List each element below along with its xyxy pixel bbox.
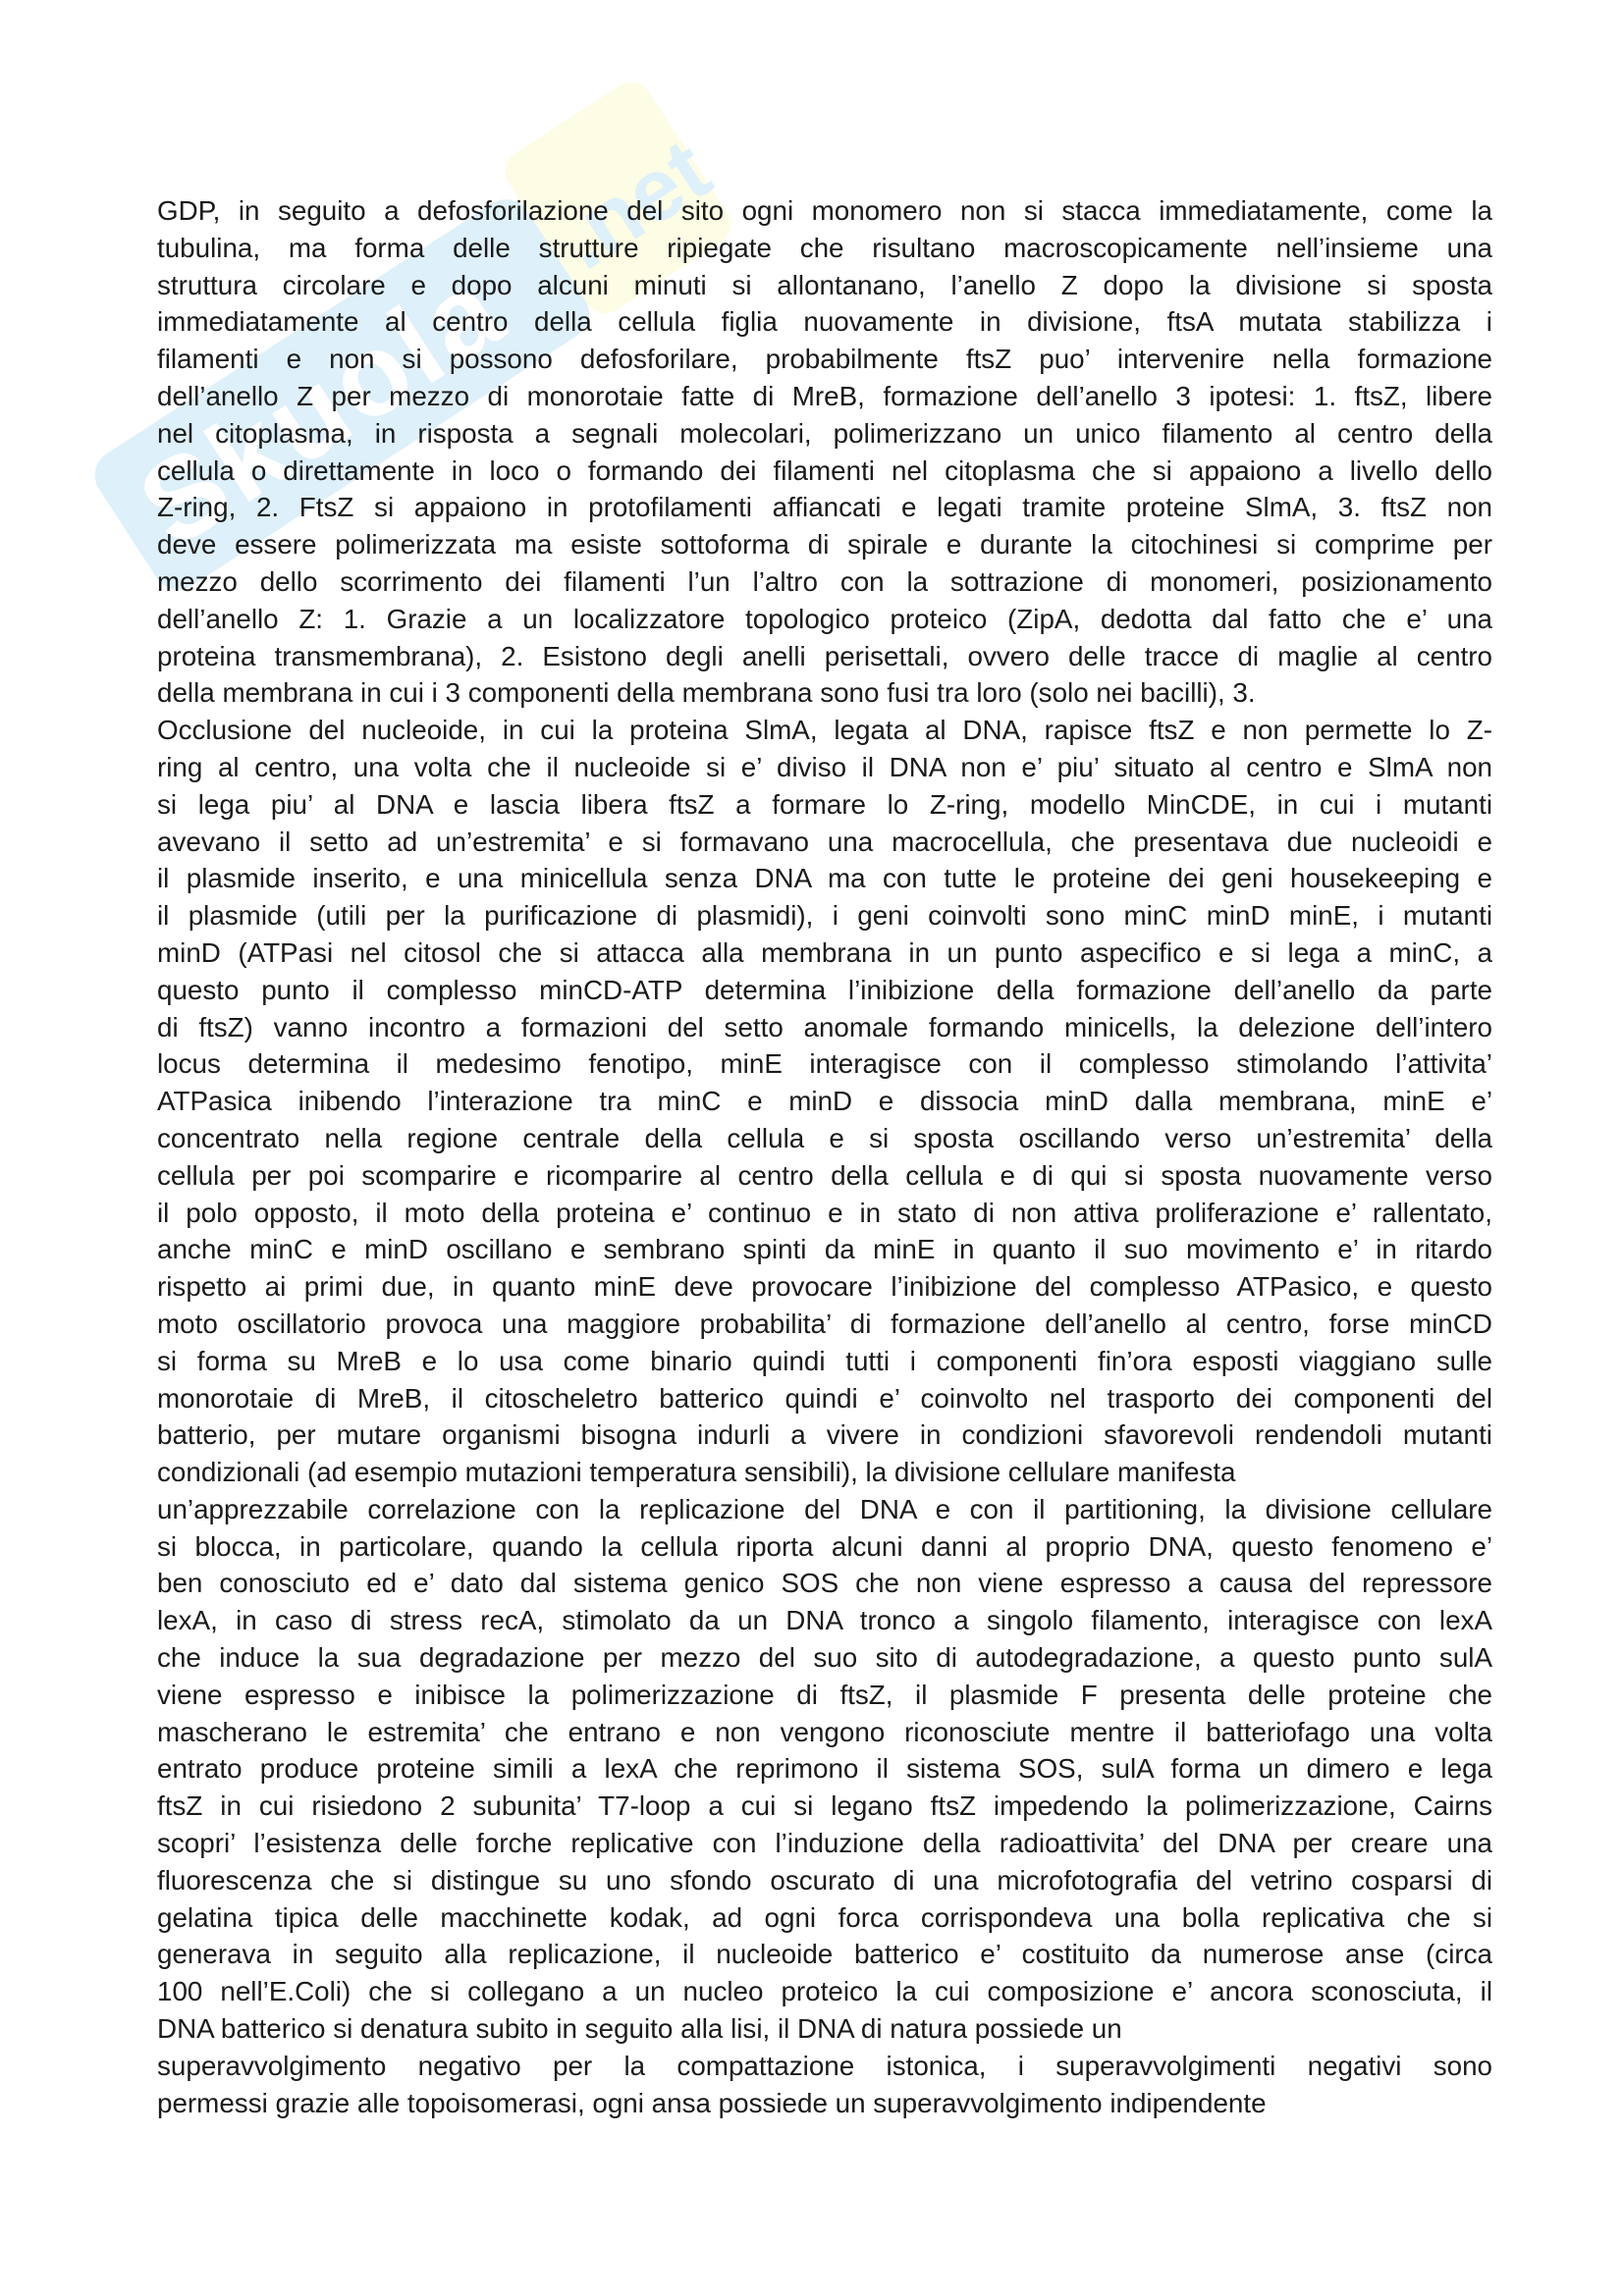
text-line: cellula o direttamente in loco o formando dei filamenti nel citoplasma che si appaiono a livello dello [157, 454, 1492, 486]
text-line: ATPasica inibendo l’interazione tra minC e minD e dissocia minD dalla membrana, minE e’ [157, 1086, 1492, 1117]
text-line: nel citoplasma, in risposta a segnali molecolari, polimerizzano un unico filamento al centro della [157, 417, 1492, 449]
text-line: dell’anello Z: 1. Grazie a un localizzatore topologico proteico (ZipA, dedotta dal fatto che e’ una [157, 603, 1492, 634]
text-line: deve essere polimerizzata ma esiste sottoforma di spirale e durante la citochinesi si comprime per [157, 529, 1492, 561]
text-line: DNA batterico si denatura subito in seguito alla lisi, il DNA di natura possiede un [157, 2013, 1122, 2045]
text-line: si forma su MreB e lo usa come binario quindi tutti i componenti fin’ora esposti viaggiano sulle [157, 1345, 1492, 1376]
text-line: locus determina il medesimo fenotipo, minE interagisce con il complesso stimolando l’attivita’ [157, 1048, 1492, 1080]
text-line: un’apprezzabile correlazione con la replicazione del DNA e con il partitioning, la divisione cellulare [157, 1493, 1492, 1524]
watermark-letters: Skuola [117, 243, 527, 572]
text-line: struttura circolare e dopo alcuni minuti si allontanano, l’anello Z dopo la divisione si sposta [157, 269, 1492, 300]
text-line: si lega piu’ al DNA e lascia libera ftsZ a formare lo Z-ring, modello MinCDE, in cui i mutanti [157, 788, 1492, 820]
text-line: immediatamente al centro della cellula figlia nuovamente in divisione, ftsA mutata stabilizza i [157, 306, 1492, 338]
text-line: avevano il setto ad un’estremita’ e si formavano una macrocellula, che presentava due nucleoidi e [157, 826, 1492, 857]
text-line: viene espresso e inibisce la polimerizzazione di ftsZ, il plasmide F presenta delle proteine che [157, 1679, 1492, 1710]
text-line: mezzo dello scorrimento dei filamenti l’un l’altro con la sottrazione di monomeri, posizionamento [157, 565, 1492, 597]
text-line: monorotaie di MreB, il citoscheletro batterico quindi e’ coinvolto nel trasporto dei componenti del [157, 1382, 1492, 1414]
text-line: rispetto ai primi due, in quanto minE deve provocare l’inibizione del complesso ATPasico, e questo [157, 1271, 1492, 1303]
text-line: lexA, in caso di stress recA, stimolato da un DNA tronco a singolo filamento, interagisce con lexA [157, 1605, 1492, 1636]
text-line: Occlusione del nucleoide, in cui la proteina SlmA, legata al DNA, rapisce ftsZ e non permette lo Z- [157, 715, 1492, 746]
text-line: questo punto il complesso minCD-ATP determina l’inibizione della formazione dell’anello da parte [157, 974, 1492, 1005]
text-line: fluorescenza che si distingue su uno sfondo oscurato di una microfotografia del vetrino cosparsi di [157, 1864, 1492, 1896]
text-line: superavvolgimento negativo per la compattazione istonica, i superavvolgimenti negativi sono [157, 2050, 1492, 2081]
text-line: mascherano le estremita’ che entrano e non vengono riconosciute mentre il batteriofago una volta [157, 1716, 1492, 1747]
text-line: entrato produce proteine simili a lexA che reprimono il sistema SOS, sulA forma un dimero e lega [157, 1753, 1492, 1785]
text-line: scopri’ l’esistenza delle forche replicative con l’induzione della radioattivita’ del DNA per creare una [157, 1828, 1492, 1859]
text-line: 100 nell’E.Coli) che si collegano a un nucleo proteico la cui composizione e’ ancora sconosciuta, il [157, 1976, 1492, 2007]
text-line: batterio, per mutare organismi bisogna indurli a vivere in condizioni sfavorevoli rendendoli mutanti [157, 1419, 1492, 1451]
text-line: anche minC e minD oscillano e sembrano spinti da minE in quanto il suo movimento e’ in ritardo [157, 1234, 1492, 1265]
text-line: tubulina, ma forma delle strutture ripiegate che risultano macroscopicamente nell’insieme una [157, 232, 1492, 263]
text-line: gelatina tipica delle macchinette kodak, ad ogni forca corrispondeva una bolla replicativa che si [157, 1901, 1492, 1933]
text-line: GDP, in seguito a defosforilazione del sito ogni monomero non si stacca immediatamente, come la [157, 195, 1492, 226]
text-line: proteina transmembrana), 2. Esistono degli anelli perisettali, ovvero delle tracce di maglie al centro [157, 640, 1492, 671]
text-line: ring al centro, una volta che il nucleoide si e’ diviso il DNA non e’ piu’ situato al centro e SlmA non [157, 751, 1492, 782]
text-line: il polo opposto, il moto della proteina e’ continuo e in stato di non attiva proliferazione e’ rallentato, [157, 1197, 1492, 1228]
text-line: permessi grazie alle topoisomerasi, ogni ansa possiede un superavvolgimento indipendente [157, 2087, 1267, 2118]
text-line: ftsZ in cui risiedono 2 subunita’ T7-loop a cui si legano ftsZ impedendo la polimerizzazione, Cairns [157, 1790, 1492, 1822]
text-line: cellula per poi scomparire e ricomparire al centro della cellula e di qui si sposta nuovamente verso [157, 1159, 1492, 1191]
text-line: dell’anello Z per mezzo di monorotaie fatte di MreB, formazione dell’anello 3 ipotesi: 1. ftsZ, libere [157, 380, 1492, 411]
document-body [157, 192, 1492, 2121]
watermark-letters-suffix: .net [541, 121, 728, 290]
text-line: che induce la sua degradazione per mezzo del suo sito di autodegradazione, a questo punto sulA [157, 1642, 1492, 1674]
text-line: filamenti e non si possono defosforilare, probabilmente ftsZ puo’ intervenire nella formazione [157, 344, 1492, 375]
text-line: il plasmide inserito, e una minicellula senza DNA ma con tutte le proteine dei geni housekeeping e [157, 863, 1492, 894]
text-line: minD (ATPasi nel citosol che si attacca alla membrana in un punto aspecifico e si lega a minC, a [157, 936, 1492, 968]
text-line: generava in seguito alla replicazione, il nucleoide batterico e’ costituito da numerose anse (circa [157, 1939, 1492, 1970]
text-line: si blocca, in particolare, quando la cellula riporta alcuni danni al proprio DNA, questo fenomeno e’ [157, 1530, 1492, 1562]
text-line: condizionali (ad esempio mutazioni temperatura sensibili), la divisione cellulare manifesta [157, 1457, 1236, 1488]
text-line: il plasmide (utili per la purificazione di plasmidi), i geni coinvolti sono minC minD minE, i mutanti [157, 900, 1492, 932]
text-line: della membrana in cui i 3 componenti della membrana sono fusi tra loro (solo nei bacilli), 3. [157, 677, 1256, 709]
text-line: Z-ring, 2. FtsZ si appaiono in protofilamenti affiancati e legati tramite proteine SlmA, 3. ftsZ non [157, 492, 1492, 523]
text-line: moto oscillatorio provoca una maggiore probabilita’ di formazione dell’anello al centro, forse minCD [157, 1308, 1492, 1339]
text-line: ben conosciuto ed e’ dato dal sistema genico SOS che non viene espresso a causa del repressore [157, 1568, 1492, 1599]
text-line: concentrato nella regione centrale della cellula e si sposta oscillando verso un’estremita’ della [157, 1122, 1492, 1153]
text-line: di ftsZ) vanno incontro a formazioni del setto anomale formando minicells, la delezione dell’intero [157, 1011, 1492, 1042]
